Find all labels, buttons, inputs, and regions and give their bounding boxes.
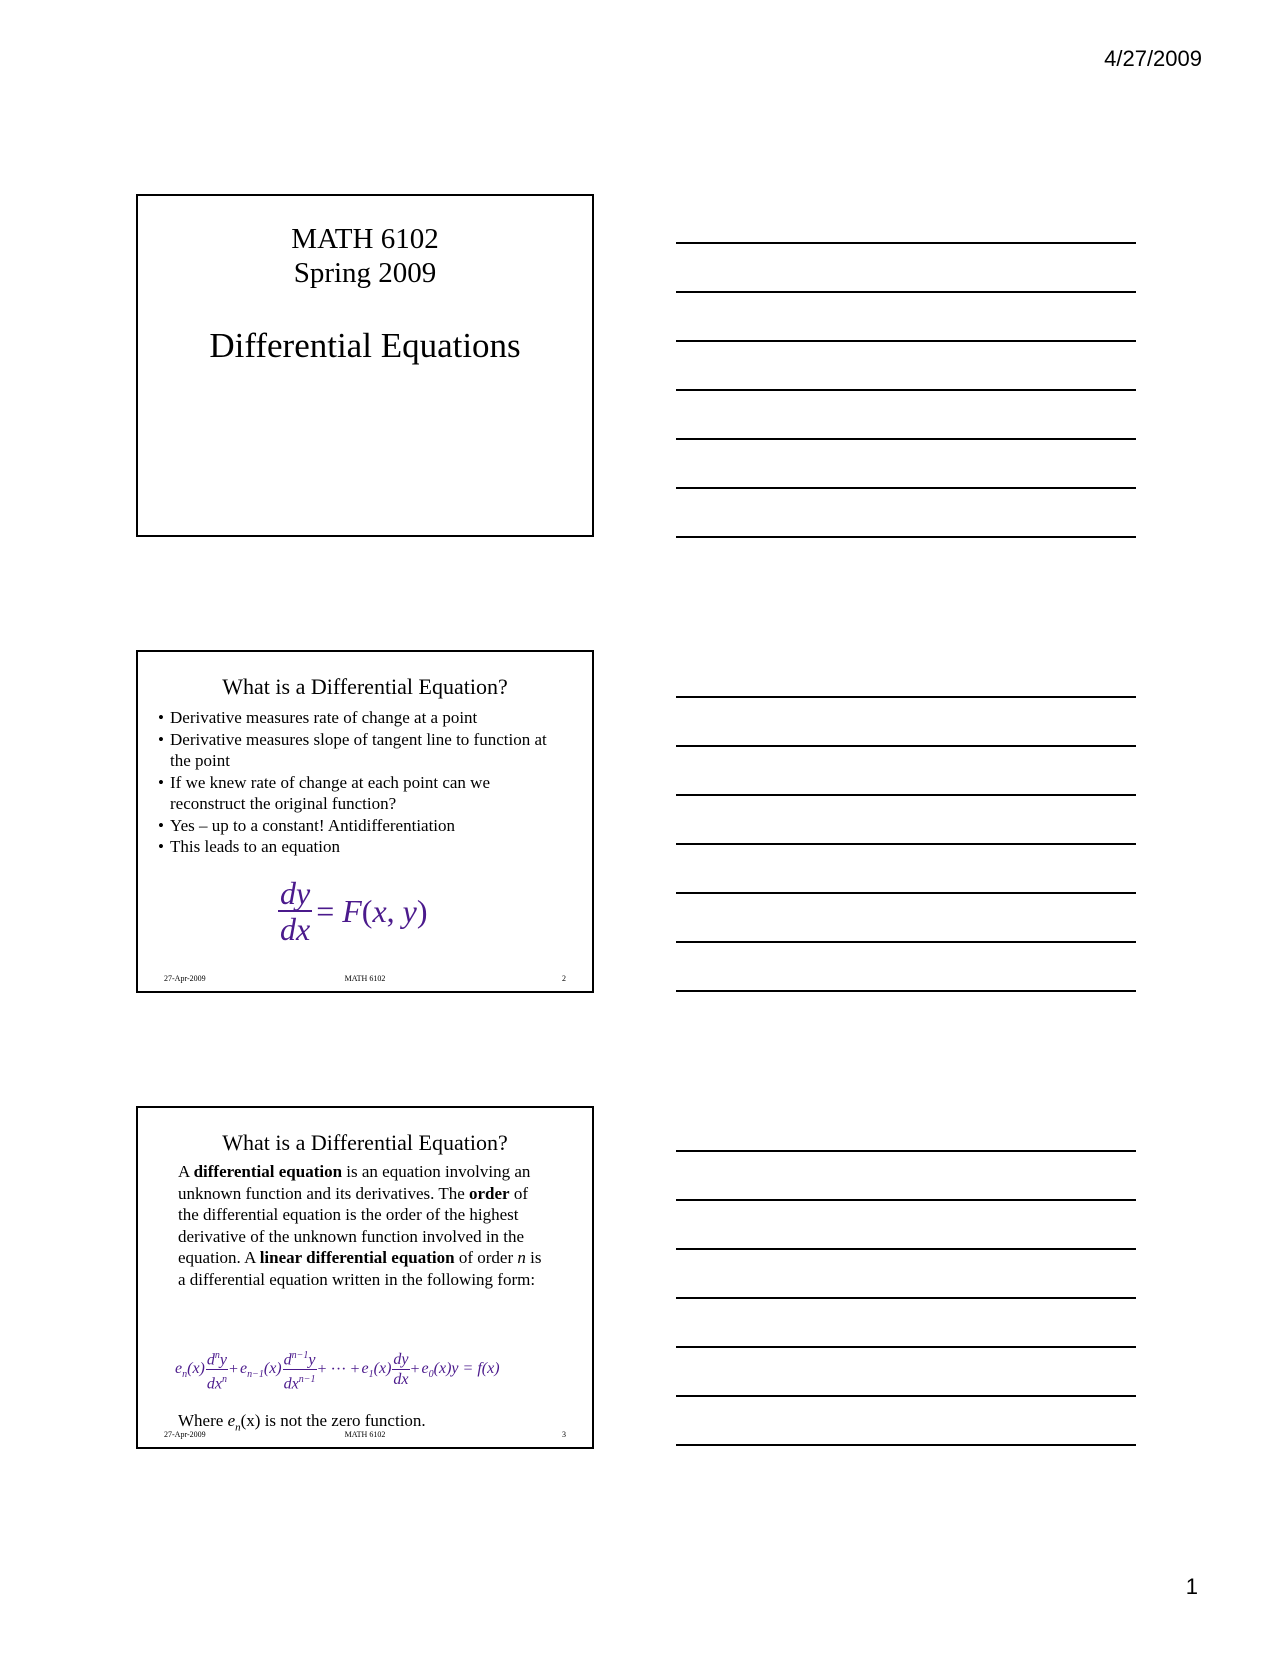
slide-footer-course: MATH 6102 <box>344 974 386 983</box>
note-line <box>676 696 1136 698</box>
note-line <box>676 487 1136 489</box>
note-line <box>676 1150 1136 1152</box>
slide-title: What is a Differential Equation? <box>222 674 508 699</box>
note-line <box>676 438 1136 440</box>
note-line <box>676 536 1136 538</box>
bullet-item: • If we knew rate of change at each point can we reconstruct the original function? <box>158 772 568 815</box>
slide-footer-date: 27-Apr-2009 <box>164 1430 206 1439</box>
slide-course-name: MATH 6102 <box>291 223 439 255</box>
note-line <box>676 843 1136 845</box>
note-line <box>676 242 1136 244</box>
page-date: 4/27/2009 <box>1104 46 1202 71</box>
slide-footer-number: 2 <box>562 974 566 983</box>
slide-title: What is a Differential Equation? <box>222 1130 508 1155</box>
bullet-item: • Derivative measures slope of tangent line to function at the point <box>158 729 568 772</box>
page-number: 1 <box>1185 1574 1198 1599</box>
note-line <box>676 990 1136 992</box>
where-statement: Where $e_n(x)$ is not the zero function. <box>178 1411 426 1434</box>
note-line <box>676 1248 1136 1250</box>
note-line <box>676 1346 1136 1348</box>
note-line <box>676 794 1136 796</box>
note-line <box>676 291 1136 293</box>
slide-3 <box>136 1106 594 1449</box>
derivative-fraction: $\frac{dy}{dx}$ <box>280 875 311 947</box>
slide-2 <box>136 650 594 993</box>
note-line <box>676 1444 1136 1446</box>
linear-equation: $e_n(x)$ $\frac{d^ny}{dx^n}$ + $e_{n-1}(x)$ $\frac{d^{n-1}y}{dx^{n-1}}$ + ··· + $e_1(x)$ $\frac{dy}{dx}$ + $e_0(x)y = f(x)$ <box>174 1346 501 1394</box>
slide-footer-date: 27-Apr-2009 <box>164 974 206 983</box>
bullet-item: • Yes – up to a constant! Antidifferentiation <box>158 815 568 837</box>
bullet-item: • Derivative measures rate of change at a point <box>158 707 568 729</box>
bullet-list <box>158 707 568 858</box>
slide-footer-course: MATH 6102 <box>344 1430 386 1439</box>
note-line <box>676 340 1136 342</box>
note-line <box>676 1395 1136 1397</box>
slide-title: Differential Equations <box>209 326 521 365</box>
slide-footer-number: 3 <box>562 1430 566 1439</box>
note-line <box>676 1199 1136 1201</box>
note-line <box>676 745 1136 747</box>
note-line <box>676 892 1136 894</box>
note-line <box>676 1297 1136 1299</box>
note-line <box>676 941 1136 943</box>
definition-paragraph: A differential equation is an equation involving an unknown function and its derivatives. The order of the differential equation is the order of the highest derivative of the unknown function involved in the equation. A linear differential equation of order n is a differential equation written in the following form: <box>178 1162 542 1289</box>
bullet-item: • This leads to an equation <box>158 836 568 858</box>
first-order-equation: $\frac{dy}{dx}$ = F(x, y) <box>280 875 428 947</box>
slide-term: Spring 2009 <box>293 257 437 289</box>
slide-1 <box>136 194 594 537</box>
note-line <box>676 389 1136 391</box>
